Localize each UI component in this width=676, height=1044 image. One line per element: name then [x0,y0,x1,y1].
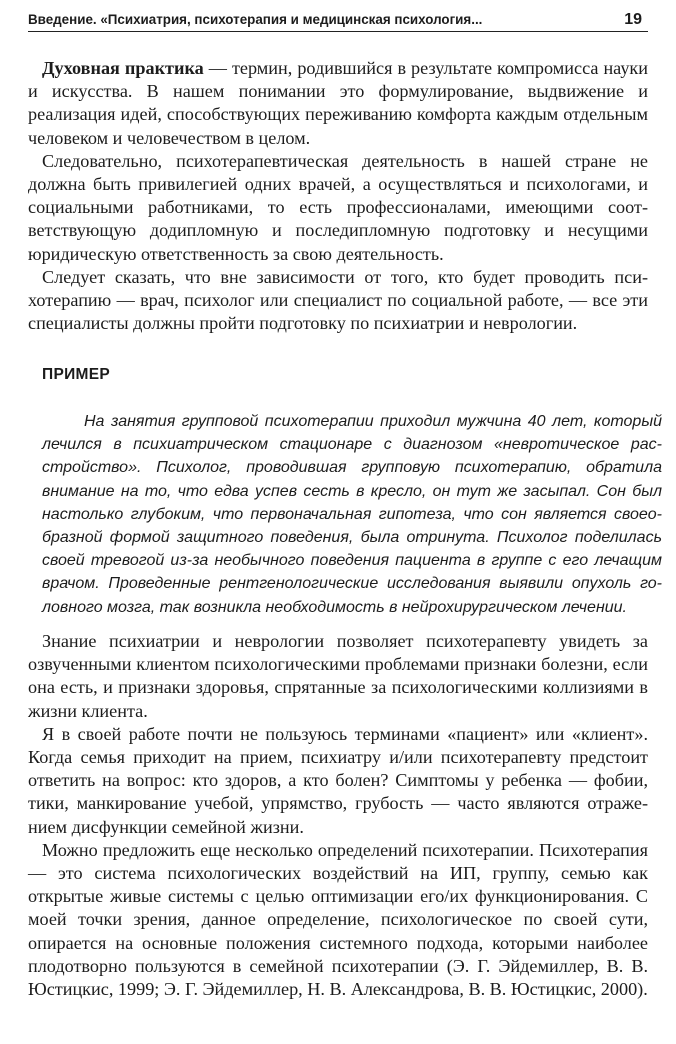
paragraph-spiritual-practice-text: — термин, родившийся в результате компромисса науки и искусства. В нашем понимании это формулирование, выдвижение и реализация идей, способствующих переживанию комфорта каждым отдельным человеком и человечеством в целом. [28,58,648,148]
text-block-main [28,630,648,1001]
page-number: 19 [624,10,642,28]
paragraph-knowledge: Знание психиатрии и неврологии позволяет психотерапевту увидеть за озвученными клиентом психологическими проблемами признаки болезни, если она есть, и признаки здоровья, спрятанные за психологическими коллизиями в жизни клиента. [28,631,648,721]
term-spiritual-practice: Духовная практика [42,58,204,78]
example-text: На занятия групповой психотерапии приходил мужчина 40 лет, который лечился в психиатрическом стационаре с диагнозом «невротическое расстройство». Психолог, проводившая групповую психотерапию, обратила внимание на то, что едва успев сесть в кресло, он тут же засыпал. Сон был настолько глубоким, что первоначальная гипотеза, что сон является своеобразной формой защитного поведения, была отринута. Психолог поделилась своей тревогой из-за необычного поведения пациента в группе с его лечащим врачом. Проведенные рентгенологические исследования выявили опухоль головного мозга, так возникла необходимость в нейрохирургическом лечении. [42,413,662,616]
text-block-intro [28,57,648,335]
paragraph-terms: Я в своей работе почти не пользуюсь терминами «пациент» или «клиент». Когда семья приходит на прием, психиатру и/или психотерапевту предстоит ответить на вопрос: кто здоров, а кто болен? Симптомы у ребенка — фобии, тики, манкирование учебой, упрямство, грубость — часто являются отражением дисфункции семейной жизни. [28,723,648,837]
paragraph-definitions: Можно предложить еще несколько определений психотерапии. Психотерапия — это система психологических воздействий на ИП, группу, семью как открытые живые системы с целью оптимизации его/их функционирования. С моей точки зрения, данное определение, психологическое по своей сути, опирается на основные положения системного подхода, которыми наиболее плодотворно пользуются в семейной психотерапии (Э. Г. Эйдемиллер, В. В. Юстицкис, 1999; Э. Г. Эйдемиллер, Н. В. Александрова, В. В. Юстицкис, 2000). [28,839,648,1000]
example-case [42,410,662,619]
running-head-title: Введение. «Психиатрия, психотерапия и медицинская психология... [28,12,483,27]
paragraph-training-requirement: Следует сказать, что вне зависимости от того, кто будет проводить психотерапию — врач, психолог или специалист по социальной работе, — все эти специалисты должны пройти подготовку по психиатрии и неврологии. [28,266,648,334]
running-header [28,8,648,32]
paragraph-spiritual-practice [28,57,648,150]
example-heading: ПРИМЕР [42,366,111,383]
paragraph-psychotherapy-activity: Следовательно, психотерапевтическая деятельность в нашей стране не должна быть привилегией одних врачей, а осуществляться и психологами, и социальными работниками, то есть профессионалами, имеющими соответствующую додипломную и последипломную подготовку и несущими юридическую ответственность за свою деятельность. [28,150,648,264]
